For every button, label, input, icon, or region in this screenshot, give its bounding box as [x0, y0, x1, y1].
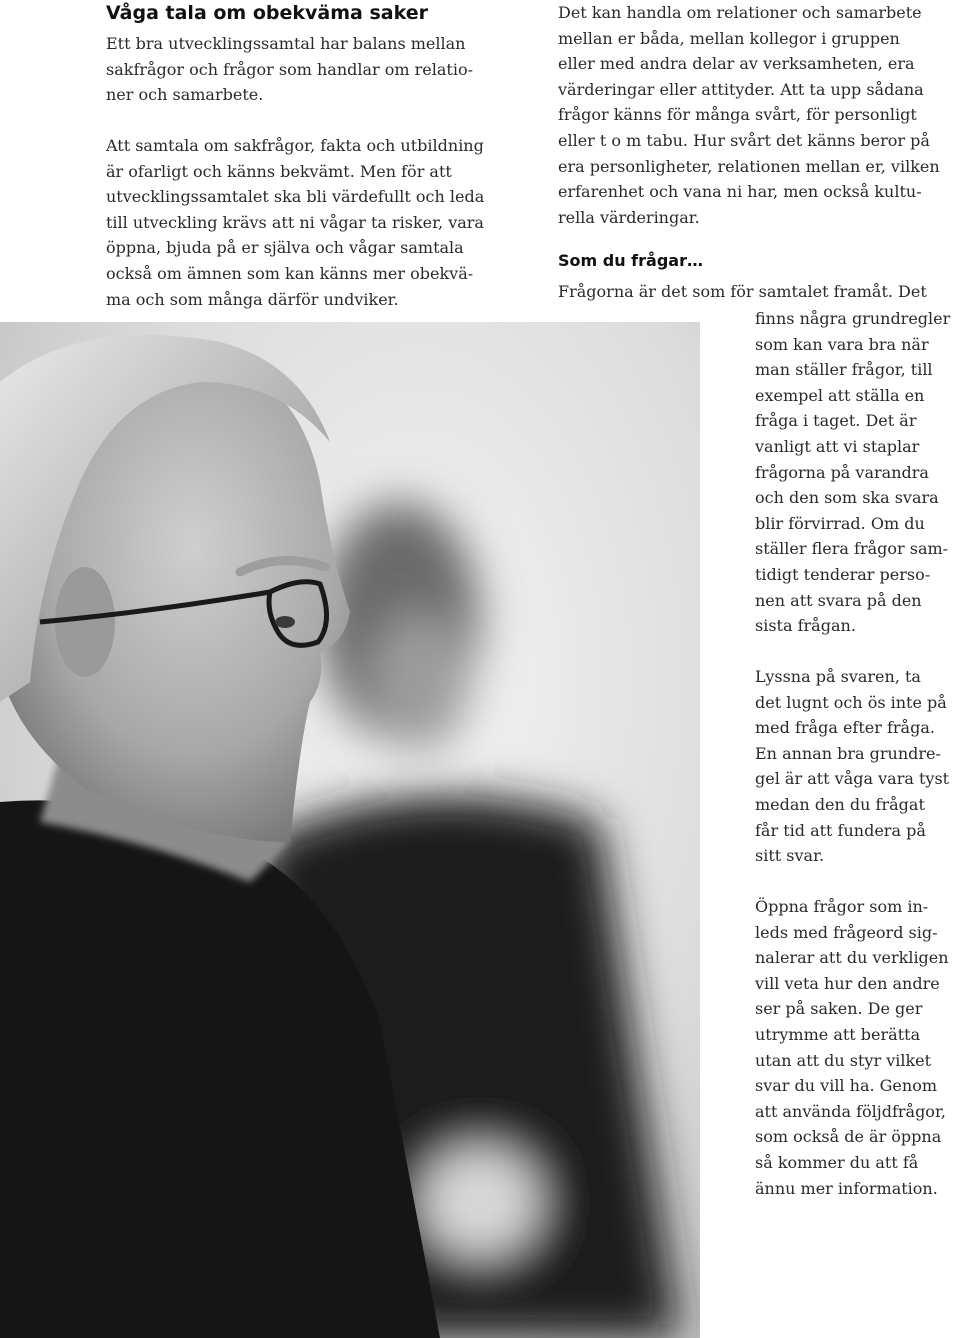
text-line: att använda följdfrågor,: [755, 1101, 946, 1121]
intro-line: Frågorna är det som för samtalet framåt. Det: [558, 282, 927, 301]
text-line: Öppna frågor som in-: [755, 897, 929, 916]
text-line: öppna, bjuda på er själva och vågar samtala: [106, 238, 464, 258]
text-line: som kan vara bra när: [755, 334, 929, 354]
right-para-2: [755, 306, 950, 639]
text-line: Att samtala om sakfrågor, fakta och utbildning: [106, 136, 484, 155]
left-para-2: [106, 133, 484, 312]
text-line: är ofarligt och känns bekvämt. Men för att: [106, 161, 452, 181]
text-line: värderingar eller attityder. Att ta upp sådana: [558, 79, 924, 99]
text-line: nen att svara på den: [755, 590, 922, 610]
text-line: leds med frågeord sig-: [755, 922, 938, 942]
text-line: utrymme att berätta: [755, 1024, 921, 1044]
text-line: medan den du frågat: [755, 794, 925, 814]
text-line: utvecklingssamtalet ska bli värdefullt och leda: [106, 187, 485, 207]
text-line: ännu mer information.: [755, 1178, 938, 1198]
text-line: frågorna på varandra: [755, 462, 929, 482]
text-line: gel är att våga vara tyst: [755, 769, 950, 789]
text-line: man ställer frågor, till: [755, 360, 933, 380]
text-line: Det kan handla om relationer och samarbete: [558, 3, 922, 22]
text-line: exempel att ställa en: [755, 385, 925, 405]
text-line: nalerar att du verkligen: [755, 948, 949, 968]
subheading-som-du-fragar: Som du frågar…: [558, 251, 703, 270]
text-line: ma och som många därför undviker.: [106, 289, 399, 309]
right-para-4: [755, 894, 949, 1201]
text-line: era personligheter, relationen mellan er, vilken: [558, 156, 940, 176]
text-line: En annan bra grundre-: [755, 743, 941, 763]
text-line: eller med andra delar av verksamheten, era: [558, 54, 915, 74]
text-line: frågor känns för många svårt, för personligt: [558, 105, 917, 125]
text-line: sitt svar.: [755, 846, 825, 866]
text-line: vill veta hur den andre: [755, 973, 940, 993]
heading-obekvama-saker: Våga tala om obekväma saker: [106, 2, 428, 24]
text-line: eller t o m tabu. Hur svårt det känns beror på: [558, 130, 930, 150]
text-line: rella värderingar.: [558, 207, 700, 227]
portrait-photo: [0, 322, 700, 1338]
text-line: ställer flera frågor sam-: [755, 539, 949, 559]
text-line: så kommer du att få: [755, 1152, 919, 1172]
text-line: erfarenhet och vana ni har, men också kultu-: [558, 182, 922, 202]
text-line: sista frågan.: [755, 616, 856, 636]
text-line: svar du vill ha. Genom: [755, 1076, 938, 1096]
text-line: får tid att fundera på: [755, 820, 926, 840]
text-line: blir förvirrad. Om du: [755, 513, 925, 533]
text-line: med fråga efter fråga.: [755, 718, 935, 738]
text-line: sakfrågor och frågor som handlar om relatio-: [106, 59, 473, 79]
text-line: och den som ska svara: [755, 488, 939, 508]
text-line: också om ämnen som kan känns mer obekvä-: [106, 263, 474, 283]
text-line: ser på saken. De ger: [755, 999, 923, 1019]
right-para-3: [755, 664, 949, 869]
text-line: mellan er båda, mellan kollegor i gruppen: [558, 28, 900, 48]
text-line: tidigt tenderar perso-: [755, 564, 931, 584]
text-line: finns några grundregler: [755, 309, 951, 328]
text-line: det lugnt och ös inte på: [755, 692, 947, 712]
right-para-1: [558, 0, 940, 230]
text-line: som också de är öppna: [755, 1127, 942, 1147]
text-line: Ett bra utvecklingssamtal har balans mellan: [106, 34, 466, 53]
text-line: utan att du styr vilket: [755, 1050, 932, 1070]
text-line: Lyssna på svaren, ta: [755, 667, 921, 686]
text-line: vanligt att vi staplar: [755, 436, 920, 456]
text-line: fråga i taget. Det är: [755, 411, 917, 431]
text-line: ner och samarbete.: [106, 85, 264, 105]
text-line: till utveckling krävs att ni vågar ta risker, vara: [106, 212, 484, 232]
left-para-1: [106, 31, 473, 108]
